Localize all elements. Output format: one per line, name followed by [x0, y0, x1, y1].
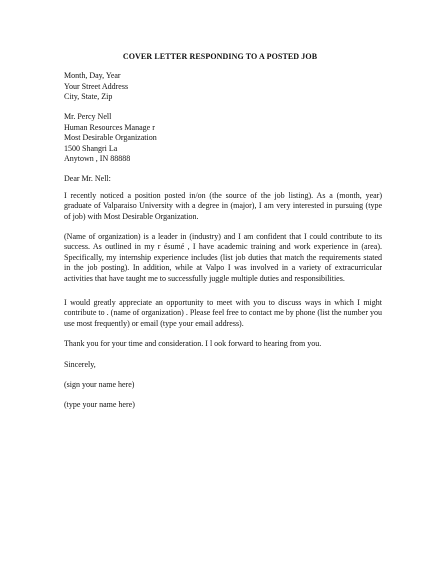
recipient-name: Mr. Percy Nell [64, 112, 112, 121]
signature-placeholder: (sign your name here) [64, 380, 135, 389]
body-paragraph: (Name of organization) is a leader in (industry) and I am confident that I could contribute to its success. As outlined in my r ésumé , I have academic training and work experience in (area). Specifically, my internship experience includes (list job duties that match the requirements stated in the job posting). In addition, while at Valpo I was involved in a variety of extracurricular activities that have taught me to successfully juggle multiple duties and responsibilities. [64, 232, 382, 283]
sender-city: City, State, Zip [64, 92, 113, 101]
body-paragraph: I recently noticed a position posted in/on (the source of the job listing). As a (month, year) graduate of Valparaiso University with a degree in (major), I am very interested in pursuing (type of job) with Most Desirable Organization. [64, 191, 382, 221]
closing: Sincerely, [64, 360, 96, 369]
typed-name-placeholder: (type your name here) [64, 400, 135, 409]
salutation: Dear Mr. Nell: [64, 174, 111, 183]
recipient-address [64, 112, 386, 165]
recipient-organization: Most Desirable Organization [64, 133, 157, 142]
sender-address [64, 71, 386, 103]
recipient-city: Anytown , IN 88888 [64, 154, 131, 163]
body-paragraph: I would greatly appreciate an opportunity to meet with you to discuss ways in which I might contribute to . (name of organization) . Please feel free to contact me by phone (list the number you use most frequently) or email (type your email address). [64, 298, 382, 328]
body-paragraph: Thank you for your time and consideration. I l ook forward to hearing from you. [64, 339, 322, 348]
recipient-title: Human Resources Manage r [64, 122, 155, 132]
sender-street: Your Street Address [64, 81, 129, 91]
document-title: COVER LETTER RESPONDING TO A POSTED JOB [122, 52, 318, 61]
sender-date: Month, Day, Year [64, 71, 121, 80]
recipient-street: 1500 Shangri La [64, 143, 118, 153]
